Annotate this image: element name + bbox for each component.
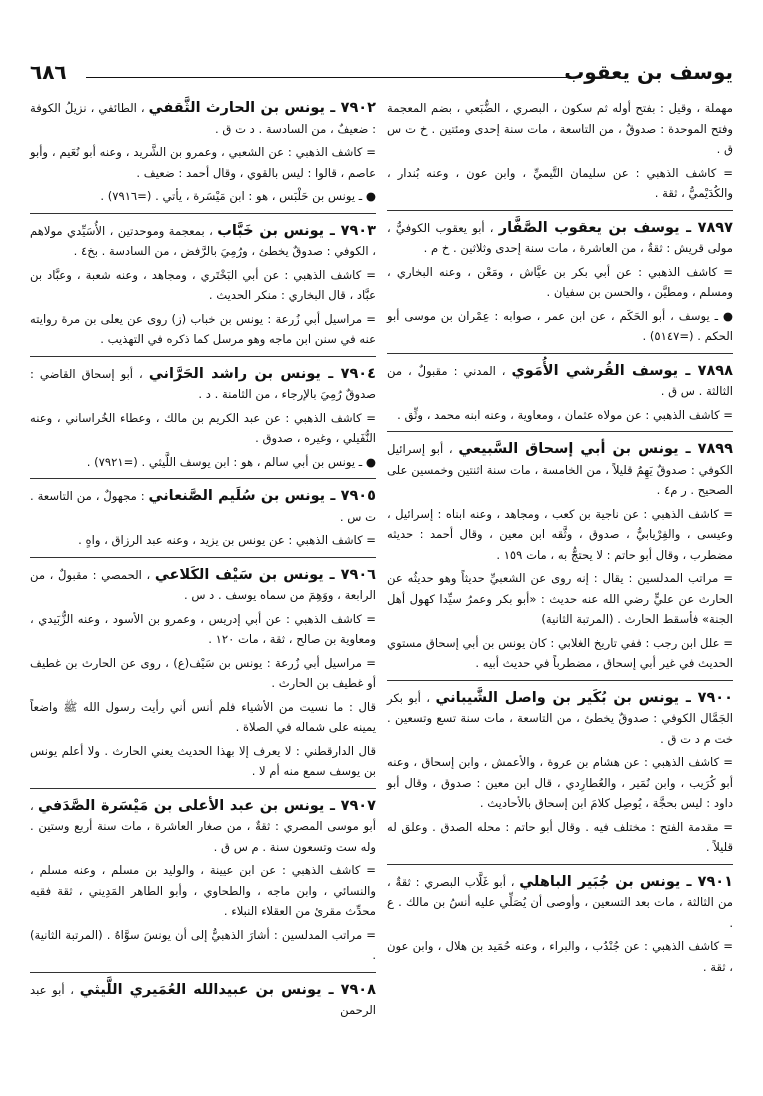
entry-text: = كاشف الذهبي : عن أبي إدريس ، وعمرو بن الأسود ، وعنه الزُّبَيدي ، ومعاوية بن صالح ، ثقة ، مات ١٢٠ .: [30, 611, 376, 646]
entry-paragraph: [387, 817, 733, 858]
entry-paragraph: [387, 504, 733, 566]
entry-text: ، أبو يعقوب الكوفيُّ ، مولى قريش : ثقةٌ ، من العاشرة ، مات سنة إحدى وثلاثين . خ م .: [387, 220, 733, 255]
entry-text: ، الطائفي ، نزيلُ الكوفة : ضعيفٌ ، من السادسة . د ت ق .: [30, 101, 376, 136]
biography-entry: [30, 796, 376, 966]
entry-heading: ٧٨٩٧ ـ يوسف بن يعقوب الصَّفَّار: [498, 219, 734, 236]
entry-paragraph: [387, 405, 733, 426]
entry-text: ● ـ يوسف ، أبو الحَكَم ، عن ابن عمر ، صوابه : عِمْران بن موسى أبو الحكم . (=٥١٤٧) .: [387, 308, 733, 343]
entry-paragraph: [30, 364, 376, 405]
biography-entry: [30, 221, 376, 350]
entry-paragraph: [30, 486, 376, 527]
entry-text: ، المدني : مقبولٌ ، من الثالثة . س ق .: [387, 363, 733, 398]
entry-text: = كاشف الذهبي : عن ابن عيينة ، والوليد بن مسلم ، وعنه مسلم ، والنسائي ، وابن ماجه ، والطحاوي ، وأبو الطاهر المَدِيني ، ثقة فقيه محدِّث مقرئ من العقلاء النبلاء .: [30, 863, 376, 918]
entry-text: = كاشف الذهبي : عن عبد الكريم بن مالك ، وعطاء الخُراساني ، وعنه النُّفَيلي ، وغيره ، صدوق .: [30, 410, 376, 445]
entry-paragraph: [387, 568, 733, 630]
entry-paragraph: [30, 697, 376, 738]
entry-paragraph: [30, 925, 376, 966]
entry-heading: ٧٨٩٨ ـ يوسف القُرشي الأُمَوي: [511, 362, 733, 379]
entry-text: = مراتب المدلسين : أشارَ الذهبيُّ إلى أن يونسَ سوَّاهُ . (المرتبة الثانية) .: [30, 927, 376, 962]
entry-heading: ٧٩٠٢ ـ يونس بن الحارث الثَّقفي: [148, 100, 377, 116]
entry-separator: [30, 356, 376, 357]
entry-text: ، أبو إسرائيل الكوفي : صدوقٌ يَهِمُ قليلاً ، من الخامسة ، مات سنة اثنتين وخمسين على الصحيح . ر م٤ .: [387, 442, 733, 497]
entry-text: = كاشف الذهبي : عن مولاه عثمان ، ومعاوية ، وعنه ابنه محمد ، وثِّق .: [397, 407, 733, 422]
entry-paragraph: [30, 980, 376, 1021]
entry-text: = كاشف الذهبي : عن هشام بن عروة ، والأعمش ، وابن إسحاق ، وعنه أبو كُرَيب ، وابن نُمَير ، والعُطارِدي ، قال ابن معين : صدوق ، وقال أبو داود : ليس بحجَّة ، يُوصِل كلامَ ابن إسحاق بالأحاديث .: [387, 755, 733, 810]
entry-paragraph: [387, 98, 733, 160]
entry-separator: [387, 864, 733, 865]
entry-paragraph: [30, 452, 376, 473]
entry-text: = مقدمة الفتح : مختلف فيه . وقال أبو حاتم : محله الصدق . وعلق له قليلاً .: [387, 819, 733, 854]
entry-paragraph: [387, 218, 733, 259]
biography-entry: [387, 361, 733, 426]
text-columns: [30, 98, 733, 1076]
entry-paragraph: [387, 306, 733, 347]
entry-text: قال الدارقطني : لا يعرف إلا بهذا الحديث يعني الحارث . ولا أعلم يونس بن يوسف سمع منه أم لا .: [30, 743, 376, 778]
entry-text: = كاشف الذهبي : عن أبي البَخْتَري ، ومجاهد ، وعنه شعبة ، وعبَّاد بن عبَّاد ، قال البخاري : منكر الحديث .: [30, 267, 376, 302]
entry-separator: [30, 213, 376, 214]
entry-text: قال : ما نسيت من الأشياء فلم أنس أني رأيت رسول الله ﷺ واضعاً يمينه على شماله في الصلاة .: [30, 699, 376, 734]
entry-heading: ٧٩٠٧ ـ يونس بن عبد الأعلى بن مَيْسَرة الصَّدَفي: [38, 797, 376, 814]
running-title: يوسف بن يعقوب: [564, 60, 733, 84]
entry-text: = كاشف الذهبي : عن الشعبي ، وعمرو بن الشَّريد ، وعنه أبو نُعَيم ، وأبو عاصم ، قالوا : ليس بالقوي ، وقال أحمد : ضعيف .: [30, 145, 376, 180]
entry-separator: [387, 680, 733, 681]
entry-text: = كاشف الذهبي : عن يونس بن يزيد ، وعنه عبد الرزاق ، واهٍ .: [78, 533, 376, 547]
biography-entry: [30, 565, 376, 782]
entry-paragraph: [387, 361, 733, 402]
entry-text: ، الحمصي : مقبولٌ ، من الرابعة ، ووَهِمَ من سماه يوسف . د س .: [30, 567, 376, 602]
entry-paragraph: [30, 186, 376, 207]
entry-paragraph: [30, 408, 376, 449]
entry-heading: ٧٩٠٠ ـ يونس بن بُكَير بن واصل الشَّيباني: [435, 689, 734, 706]
page-number: ٦٨٦: [30, 60, 67, 84]
entry-paragraph: [387, 752, 733, 814]
entry-paragraph: [387, 872, 733, 934]
entry-text: = علل ابن رجب : ففي تاريخ الغلابي : كان يونس بن أبي إسحاق مستوي الحديث في غير أبي إسحاق ، مضطرباً في حديث أبيه .: [387, 635, 733, 670]
biography-entry: [387, 218, 733, 347]
right-column: [387, 98, 733, 983]
entry-text: ● ـ يونس بن أبي سالم ، هو : ابن يوسف اللَّيثي . (=٧٩٢١) .: [86, 454, 376, 469]
entry-separator: [30, 788, 376, 789]
left-column: [30, 98, 376, 1027]
entry-separator: [30, 478, 376, 479]
entry-paragraph: [30, 565, 376, 606]
entry-paragraph: [30, 142, 376, 183]
entry-paragraph: [30, 221, 376, 262]
entry-text: ، أبو عبد الرحمن: [30, 982, 376, 1017]
entry-text: ● ـ يونس بن حَلْبَس ، هو : ابن مَيْسَرة ، يأتي . (=٧٩١٦) .: [100, 189, 376, 203]
entry-separator: [30, 557, 376, 558]
entry-paragraph: [387, 262, 733, 303]
entry-paragraph: [387, 936, 733, 977]
entry-separator: [387, 210, 733, 211]
entry-text: : مجهولٌ ، من التاسعة . ت س .: [30, 489, 376, 524]
entry-text: = كاشف الذهبي : عن جُنْدُب ، والبراء ، وعنه حُمَيد بن هلال ، وابن عون ، ثقة .: [387, 939, 733, 974]
entry-heading: ٧٨٩٩ ـ يونس بن أبي إسحاق السَّبيعي: [458, 441, 734, 457]
entry-text: = مراسيل أبي زُرعة : يونس بن خباب (ز) روى عن يعلى بن مرة روايته عنه في سنن ابن ماجه وهو مرسل كما ذكره في التهذيب .: [30, 311, 376, 346]
entry-text: ، أبو بكر الجَمَّال الكوفي : صدوقٌ يخطئ ، من التاسعة ، مات سنة تسع وتسعين . خت م د ت ق .: [387, 690, 733, 746]
entry-paragraph: [30, 609, 376, 650]
entry-text: = مراتب المدلسين : يقال : إنه روى عن الشعبيِّ حديثاً وهو حديثُه عن الحارث عن عليٍّ رضي الله عنه حديث : «أبو بكر وعمرُ سيِّدا كهول أهل الجنة» فأسقط الحارث . (المرتبة الثانية): [387, 571, 733, 626]
page-header: [30, 60, 733, 92]
entry-paragraph: [30, 98, 376, 139]
biography-entry: [30, 364, 376, 473]
entry-text: ، أبو موسى المصري : ثقةٌ ، من صغار العاشرة ، مات سنة أربع وستين . وله ست وتسعون سنة . م س ق .: [30, 798, 376, 854]
entry-heading: ٧٩٠٣ ـ يونس بن خَبَّاب: [217, 222, 376, 239]
biography-entry: [30, 486, 376, 551]
biography-entry: [387, 439, 733, 674]
entry-text: = كاشف الذهبي : عن ناجية بن كعب ، ومجاهد ، وعنه ابناه : إسرائيل ، وعيسى ، والفِرْيابيُّ ، صدوق ، وثَّقه ابن معين ، وقال أحمد : حديثه مضطرب ، وقال أبو حاتم : لا يحتجُّ به ، مات ١٥٩ .: [387, 506, 733, 562]
entry-heading: ٧٩٠٦ ـ يونس بن سَيْف الكَلاعي: [154, 566, 377, 583]
entry-text: = كاشف الذهبي : عن أبي بكر بن عيَّاش ، ومَعْن ، وعنه البخاري ، ومسلم ، ومطيَّن ، والحسن بن سفيان .: [387, 264, 733, 299]
entry-heading: ٧٩٠٤ ـ يونس بن راشد الحَرَّاني: [148, 365, 377, 382]
entry-heading: ٧٩٠١ ـ يونس بن جُبَير الباهلي: [519, 873, 734, 890]
entry-paragraph: [387, 688, 733, 750]
entry-paragraph: [30, 309, 376, 350]
entry-paragraph: [30, 796, 376, 858]
entry-text: ، بمعجمة وموحدتين ، الأُسَيِّدي مولاهم ، الكوفي : صدوقٌ يخطئ ، ورُمِيَ بالرَّفض ، من السادسة . بخ٤ .: [30, 223, 376, 258]
entry-separator: [387, 353, 733, 354]
biography-entry: [387, 688, 733, 858]
entry-paragraph: [387, 163, 733, 204]
entry-separator: [387, 431, 733, 432]
biography-entry: [387, 98, 733, 204]
entry-paragraph: [30, 860, 376, 922]
entry-paragraph: [30, 530, 376, 551]
biography-entry: [387, 872, 733, 978]
entry-text: ، أبو غَلَّاب البصري : ثقةٌ ، من الثالثة ، مات بعد التسعين ، وأوصى أن يُصَلِّي عليه أنسُ بن مالك . ع .: [387, 874, 733, 930]
entry-separator: [30, 972, 376, 973]
entry-text: = مراسيل أبي زُرعة : يونس بن سَيْف(ع) ، روى عن الحارث بن غطيف أو غطيف بن الحارث .: [30, 655, 376, 690]
entry-paragraph: [387, 439, 733, 501]
header-rule: [86, 77, 581, 78]
entry-paragraph: [387, 633, 733, 674]
entry-paragraph: [30, 653, 376, 694]
entry-paragraph: [30, 265, 376, 306]
entry-text: مهملة ، وقيل : بفتح أوله ثم سكون ، البصري ، الضُّبَعي ، بضم المعجمة وفتح الموحدة : صدوقٌ ، من التاسعة ، مات سنة إحدى ومئتين . خ ت س ق .: [387, 101, 733, 156]
entry-paragraph: [30, 741, 376, 782]
entry-text: ، أبو إسحاق القاضي : صدوقٌ رُمِيَ بالإرجاء ، من الثامنة . د .: [30, 366, 376, 401]
biography-entry: [30, 98, 376, 207]
entry-text: = كاشف الذهبي : عن سليمان التَّيميِّ ، وابن عون ، وعنه بُندار ، والكُدَيْميُّ ، ثقة .: [387, 165, 733, 200]
biography-entry: [30, 980, 376, 1021]
entry-heading: ٧٩٠٥ ـ يونس بن سُلَيم الصَّنعاني: [148, 488, 377, 504]
entry-heading: ٧٩٠٨ ـ يونس بن عبيدالله العُمَيري اللَّيثي: [79, 981, 376, 998]
